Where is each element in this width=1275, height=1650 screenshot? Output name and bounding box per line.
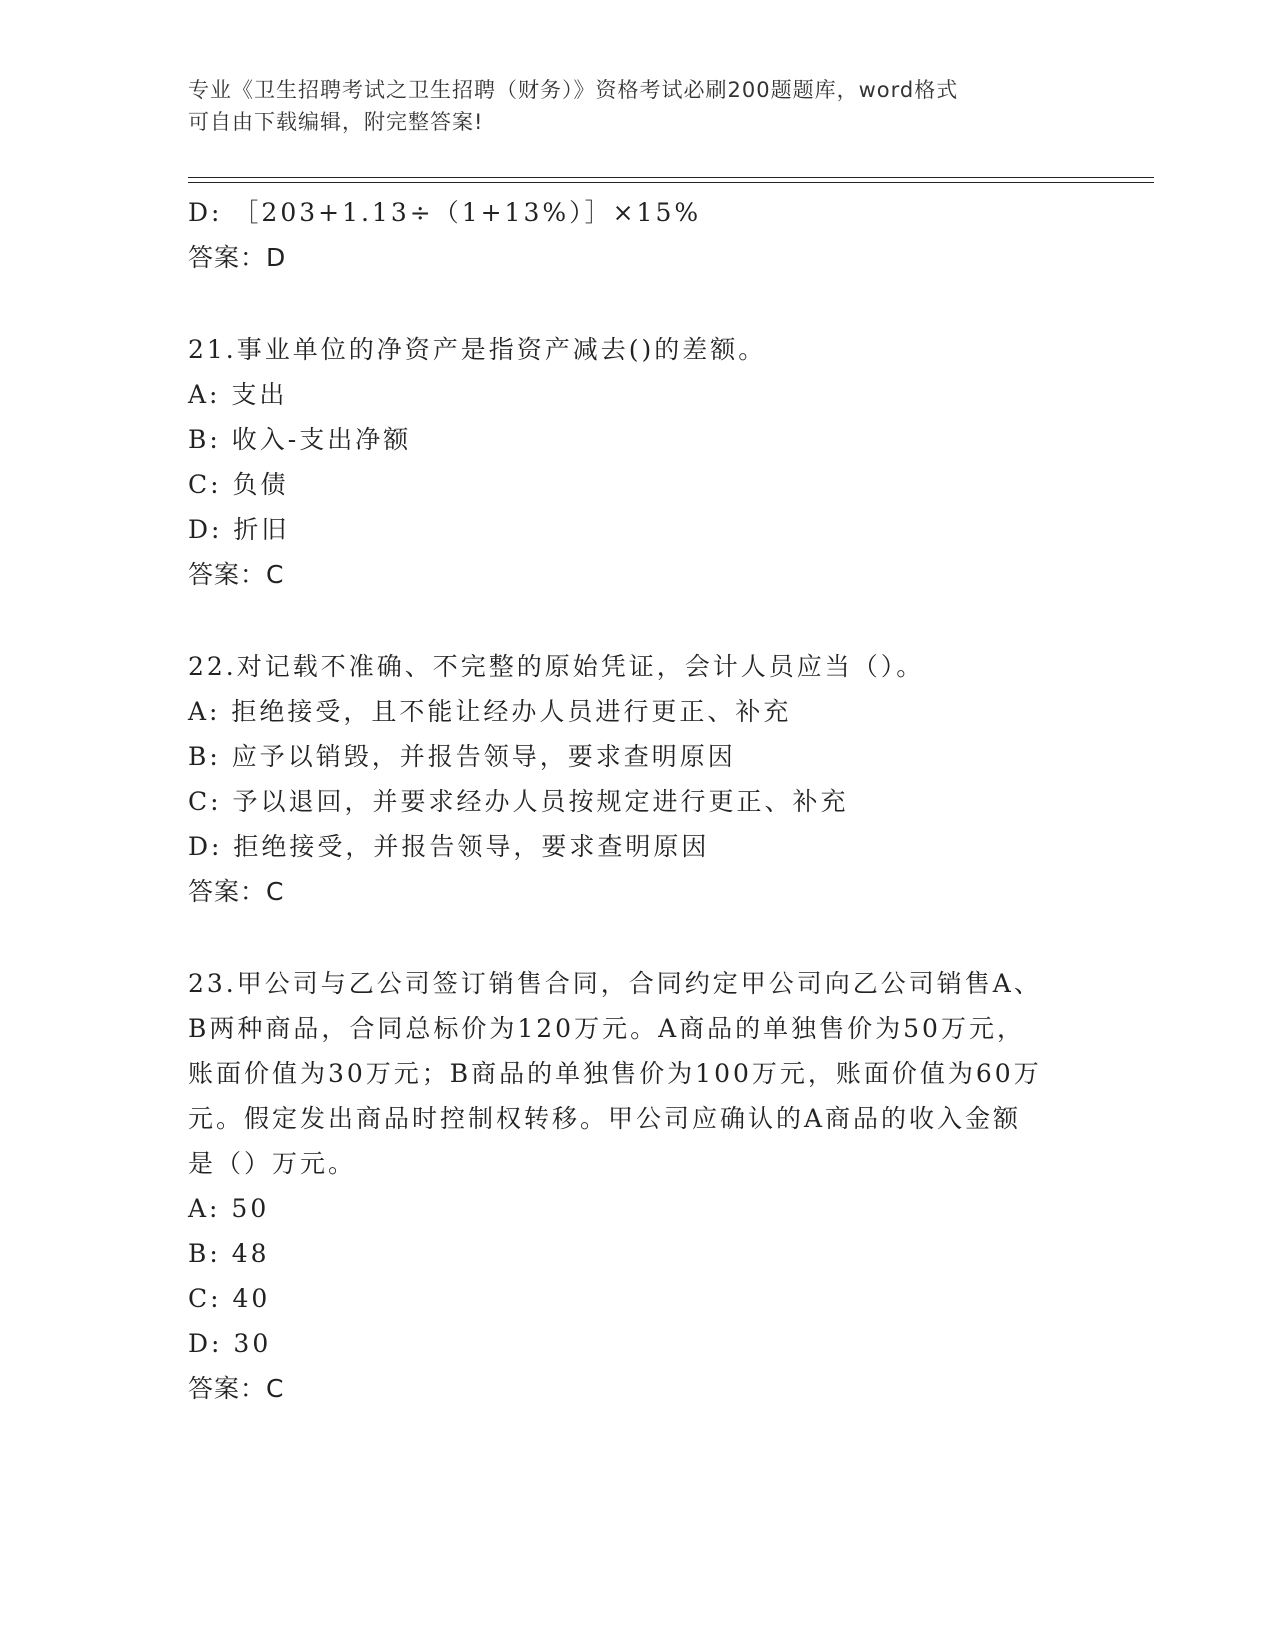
header-divider-top <box>188 177 1154 178</box>
option-d: D: 30 <box>188 1329 272 1358</box>
question-21 <box>188 327 1088 597</box>
option-c: C: 予以退回，并要求经办人员按规定进行更正、补充 <box>188 787 849 816</box>
header-divider-bottom <box>188 182 1154 183</box>
option-b: B: 收入-支出净额 <box>188 425 412 454</box>
question-stem: 22.对记载不准确、不完整的原始凭证，会计人员应当（）。 <box>188 652 925 681</box>
header-line-1: 专业《卫生招聘考试之卫生招聘（财务）》资格考试必刷200题题库，word格式 <box>188 78 959 102</box>
prev-option-d: D: ［203+1.13÷（1+13%）］×15% <box>188 198 702 227</box>
question-stem-line: 是（）万元。 <box>188 1149 357 1178</box>
question-stem-line: 元。假定发出商品时控制权转移。甲公司应确认的A商品的收入金额 <box>188 1104 1022 1133</box>
option-d: D: 折旧 <box>188 515 290 544</box>
option-d: D: 拒绝接受，并报告领导，要求查明原因 <box>188 832 710 861</box>
prev-answer: 答案：D <box>188 243 287 272</box>
header-line-2: 可自由下载编辑，附完整答案! <box>188 110 484 134</box>
document-body <box>188 190 1088 1411</box>
question-stem: 21.事业单位的净资产是指资产减去()的差额。 <box>188 335 767 364</box>
option-a: A: 50 <box>188 1194 270 1223</box>
answer: 答案：C <box>188 877 285 906</box>
option-a: A: 拒绝接受，且不能让经办人员进行更正、补充 <box>188 697 792 726</box>
document-header <box>188 74 1068 138</box>
option-c: C: 40 <box>188 1284 271 1313</box>
answer: 答案：C <box>188 560 285 589</box>
question-23 <box>188 961 1088 1411</box>
option-c: C: 负债 <box>188 470 289 499</box>
question-22 <box>188 644 1088 914</box>
question-stem-line: 23.甲公司与乙公司签订销售合同，合同约定甲公司向乙公司销售A、 <box>188 969 1042 998</box>
option-b: B: 48 <box>188 1239 270 1268</box>
option-b: B: 应予以销毁，并报告领导，要求查明原因 <box>188 742 736 771</box>
question-stem-line: 账面价值为30万元；B商品的单独售价为100万元，账面价值为60万 <box>188 1059 1042 1088</box>
option-a: A: 支出 <box>188 380 288 409</box>
question-stem-line: B两种商品，合同总标价为120万元。A商品的单独售价为50万元， <box>188 1014 1025 1043</box>
answer: 答案：C <box>188 1374 285 1403</box>
